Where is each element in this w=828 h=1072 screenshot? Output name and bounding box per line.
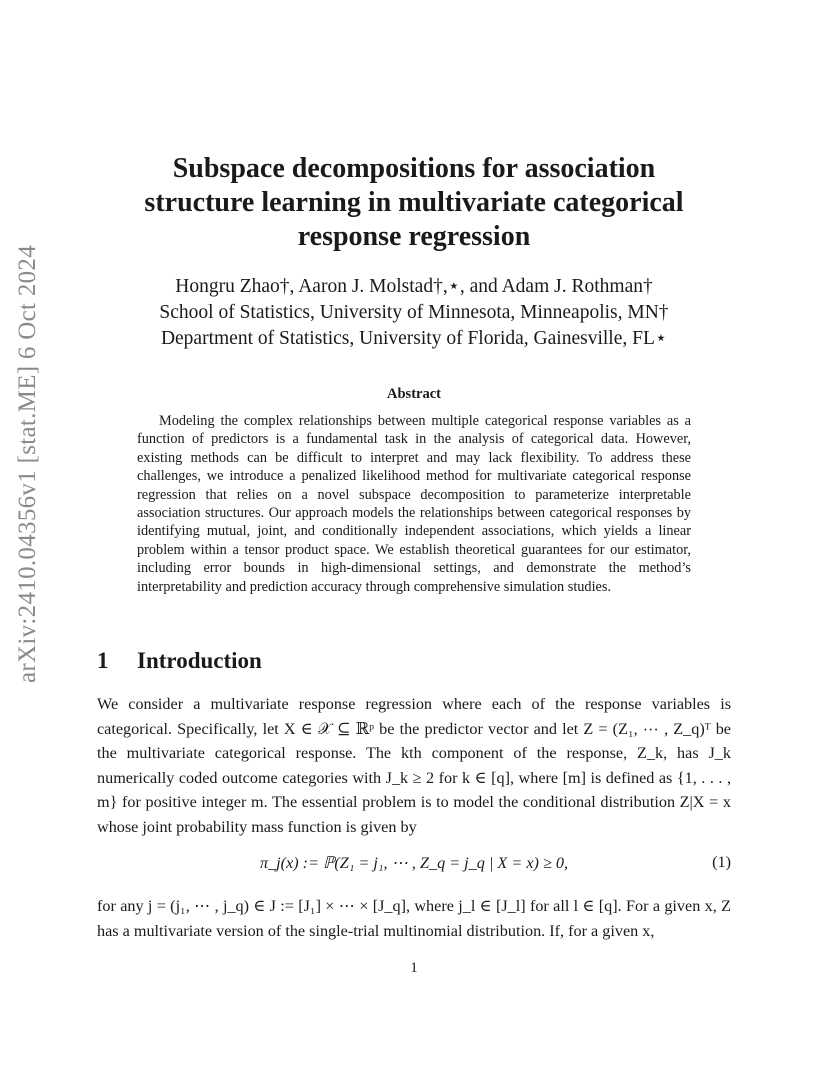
- author-list: Hongru Zhao†, Aaron J. Molstad†,⋆, and Adam J. Rothman†: [175, 276, 653, 297]
- section-number: 1: [97, 648, 109, 673]
- section-heading: [97, 648, 262, 674]
- author-block: [90, 274, 738, 352]
- display-equation: [97, 853, 731, 877]
- abstract-heading: Abstract: [387, 386, 441, 402]
- title-line: structure learning in multivariate categorical: [144, 187, 684, 218]
- arxiv-identifier-stamp: arXiv:2410.04356v1 [stat.ME] 6 Oct 2024: [14, 244, 41, 683]
- equation-body: π_j(x) := ℙ(Z₁ = j₁, ⋯ , Z_q = j_q | X = x) ≥ 0,: [259, 854, 569, 872]
- intro-paragraph: We consider a multivariate response regression where each of the response variables is categorical. Specifically, let X ∈ 𝒳 ⊆ ℝᵖ be the predictor vector and let Z = (Z₁, ⋯ , Z_q)ᵀ be the multivariate categorical response. The kth component of the response, Z_k, has J_k numerically coded outcome categories with J_k ≥ 2 for k ∈ [q], where [m] is defined as {1, . . . , m} for positive integer m. The essential problem is to model the conditional distribution Z|X = x whose joint probability mass function is given by: [97, 695, 731, 836]
- affiliation: Department of Statistics, University of Florida, Gainesville, FL⋆: [160, 328, 668, 349]
- title-line: response regression: [297, 221, 531, 252]
- affiliation: School of Statistics, University of Minnesota, Minneapolis, MN†: [159, 302, 669, 323]
- abstract-text: Modeling the complex relationships between multiple categorical response variables as a function of predictors is a fundamental task in the analysis of categorical data. However, existing methods can be difficult to interpret and may lack flexibility. To address these challenges, we introduce a penalized likelihood method for multivariate categorical response regression that relies on a novel subspace decomposition to parameterize interpretable association structures. Our approach models the relationships between categorical responses by identifying mutual, joint, and conditionally independent associations, which yields a linear problem within a tensor product space. We establish theoretical guarantees for our estimator, including error bounds in high-dimensional settings, and demonstrate the method’s interpretability and prediction accuracy through comprehensive simulation studies.: [137, 413, 691, 595]
- paper-title: [90, 152, 738, 254]
- equation-number: (1): [712, 853, 731, 871]
- page-number: 1: [410, 960, 418, 976]
- section-title: Introduction: [137, 648, 262, 673]
- title-line: Subspace decompositions for association: [172, 153, 656, 184]
- body-paragraph: for any j = (j₁, ⋯ , j_q) ∈ J := [J₁] × ⋯ × [J_q], where j_l ∈ [J_l] for all l ∈ [q]. For a given x, Z has a multivariate version of the single-trial multinomial distribution. If, for a given x,: [97, 897, 731, 940]
